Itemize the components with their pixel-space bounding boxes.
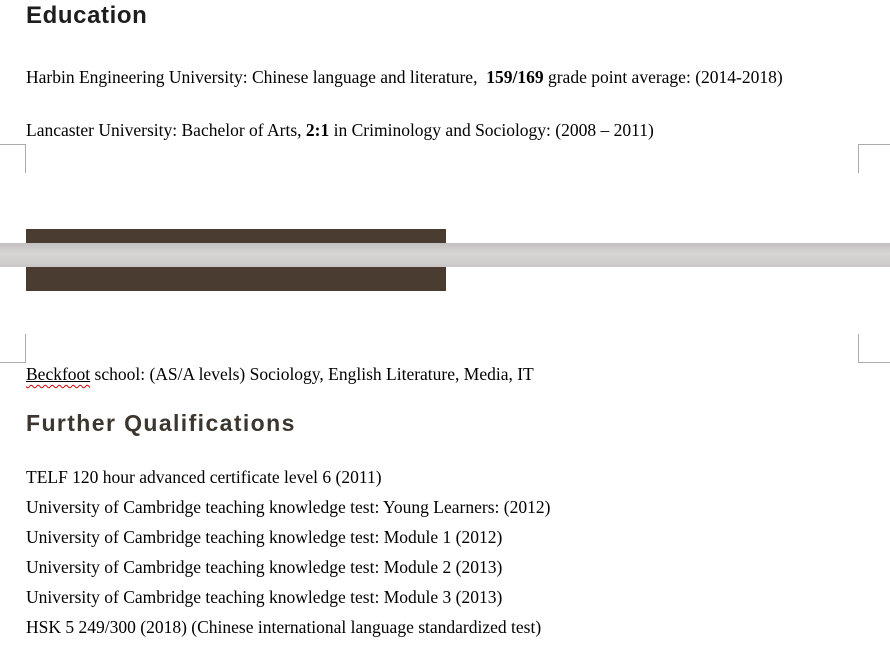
education-entry-lancaster <box>26 119 858 141</box>
qualification-item: HSK 5 249/300 (2018) (Chinese international language standardized test) <box>26 617 542 637</box>
entry-text-post: grade point average: (2014-2018) <box>543 67 783 87</box>
qualification-item: University of Cambridge teaching knowledge test: Module 3 (2013) <box>26 587 503 607</box>
entry-grade-bold: 2:1 <box>305 120 330 140</box>
entry-text-post: in Criminology and Sociology: (2008 – 2011) <box>329 120 654 140</box>
qualifications-list <box>26 466 858 646</box>
page2-top-left-crop-mark <box>0 334 26 363</box>
section-heading-education: Education <box>26 2 148 29</box>
page2-top-right-crop-mark <box>858 334 890 363</box>
qualification-item: University of Cambridge teaching knowledge test: Module 1 (2012) <box>26 527 503 547</box>
misspelled-word: Beckfoot <box>26 364 91 384</box>
qualification-item: University of Cambridge teaching knowledge test: Young Learners: (2012) <box>26 497 551 517</box>
entry-text-rest: school: (AS/A levels) Sociology, English Literature, Media, IT <box>90 364 534 384</box>
underlined-word-wrap <box>26 364 90 384</box>
page1-bottom-left-crop-mark <box>0 144 26 173</box>
entry-text-pre: Harbin Engineering University: Chinese language and literature, <box>26 67 487 87</box>
section-heading-further-qualifications: Further Qualifications <box>26 410 296 436</box>
qualification-item: University of Cambridge teaching knowledge test: Module 2 (2013) <box>26 557 503 577</box>
entry-text-pre: Lancaster University: Bachelor of Arts, <box>26 120 306 140</box>
page-break-gap <box>0 243 890 267</box>
qualification-item: TELF 120 hour advanced certificate level 6 (2011) <box>26 467 382 487</box>
education-entry-harbin <box>26 66 858 88</box>
education-entry-beckfoot <box>26 363 858 385</box>
entry-grade-bold: 159/169 <box>486 67 544 87</box>
page1-bottom-right-crop-mark <box>858 144 890 173</box>
